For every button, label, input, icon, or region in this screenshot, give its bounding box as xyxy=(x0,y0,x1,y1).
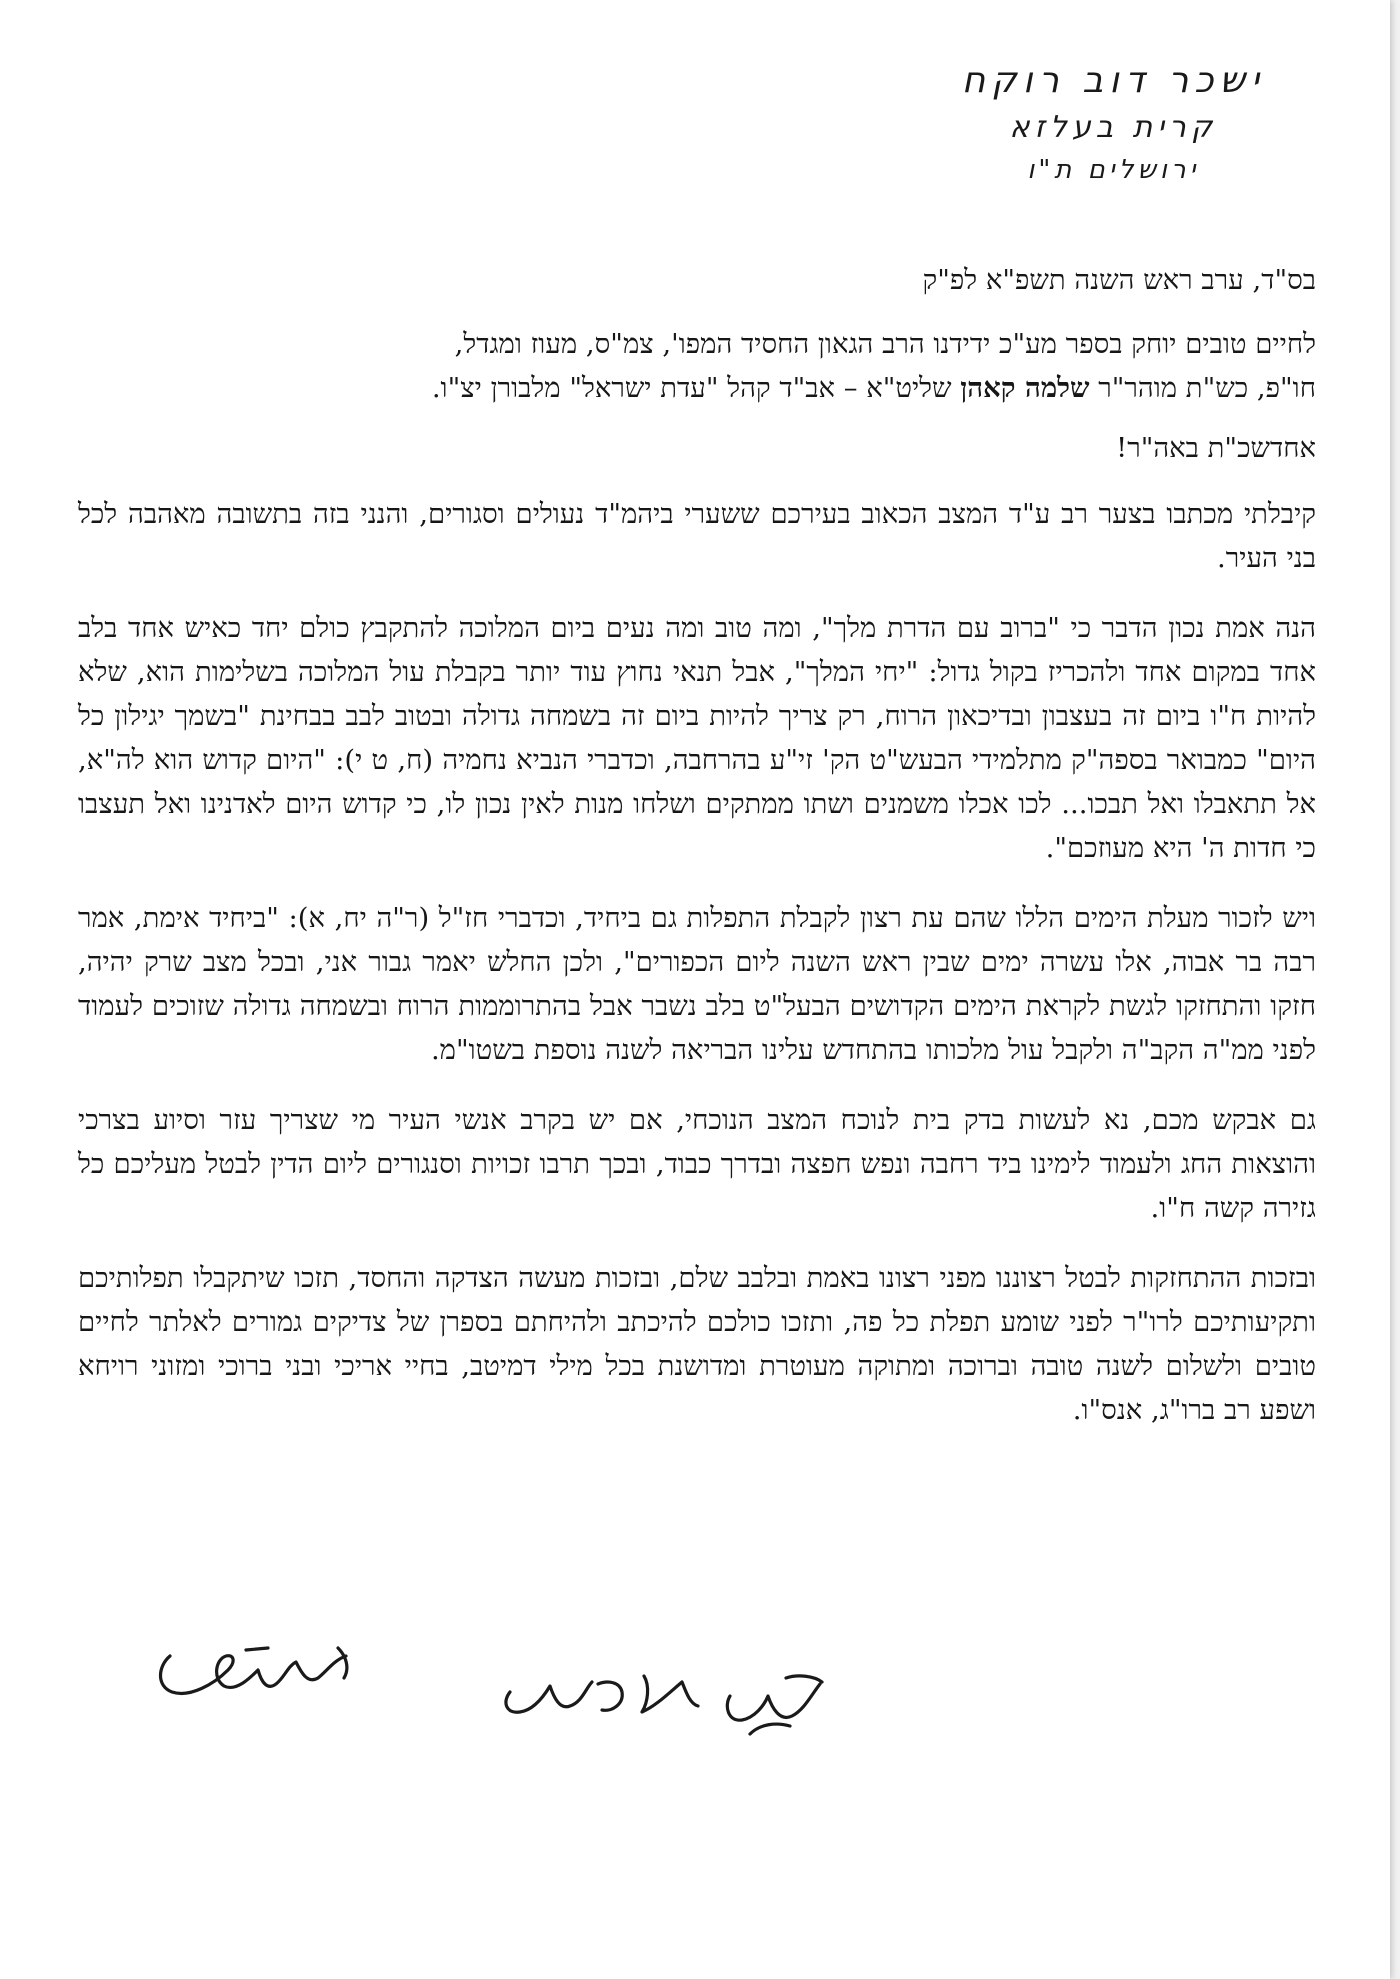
greeting-rest: שליט"א – אב"ד קהל "עדת ישראל" מלבורן יצ"ו. xyxy=(431,372,961,404)
greeting-line-2 xyxy=(78,366,1316,410)
letterhead-city: ירושלים ת"ו xyxy=(1027,155,1200,186)
paragraph-1: קיבלתי מכתבו בצער רב ע"ד המצב הכאוב בעירכם ששערי ביהמ"ד נעולים וסגורים, והנני בזה בתשובה מאהבה לכל בני העיר. xyxy=(78,498,1316,574)
handwritten-signature xyxy=(150,1626,850,1736)
signature-row xyxy=(150,1626,1305,1736)
greeting-title: חו"פ, כש"ת מוהר"ר xyxy=(1089,372,1316,404)
paragraph-4: גם אבקש מכם, נא לעשות בדק בית לנוכח המצב הנוכחי, אם יש בקרב אנשי העיר מי שצריך עזר וסיוע בצרכי והוצאות החג ולעמוד לימינו ביד רחבה ונפש חפצה ובדרך כבוד, ובכך תרבו זכויות וסנגורים ליום הדין לבטל מעליכם כל גזירה קשה ח"ו. xyxy=(78,1104,1316,1224)
letterhead-name: ישכר דוב רוקח xyxy=(961,60,1265,101)
letterhead xyxy=(962,62,1265,185)
greeting-line-1: לחיים טובים יוחק בספר מע"כ ידידנו הרב הגאון החסיד המפו', צמ"ס, מעוז ומגדל, xyxy=(454,328,1316,360)
paragraph-3: ויש לזכור מעלת הימים הללו שהם עת רצון לקבלת התפלות גם ביחיד, וכדברי חז"ל (ר"ה יח, א): "ביחיד אימת, אמר רבה בר אבוה, אלו עשרה ימים שבין ראש השנה ליום הכפורים", ולכן החלש יאמר גבור אני, ובכל מצב שרק יהיה, חזקו והתחזקו לגשת לקראת הימים הקדושים הבעל"ט בלב נשבר אבל בהתרוממות הרוח ובשמחה גדולה שזוכים לעמוד לפני ממ"ה הקב"ה ולקבל עול מלכותו בהתחדש עלינו הבריאה לשנה נוספת בשטו"מ. xyxy=(78,902,1316,1066)
paragraph-2: הנה אמת נכון הדבר כי "ברוב עם הדרת מלך", ומה טוב ומה נעים ביום המלוכה להתקבץ כולם יחד כאיש אחד בלב אחד במקום אחד ולהכריז בקול גדול: "יחי המלך", אבל תנאי נחוץ עוד יותר בקבלת עול המלוכה בשלימות הוא, שלא להיות ח"ו ביום זה בעצבון ובדיכאון הרוח, רק צריך להיות ביום זה בשמחה גדולה ובטוב לבב בבחינת "בשמך יגילון כל היום" כמבואר בספה"ק מתלמידי הבעש"ט הק' זי"ע בהרחבה, וכדברי הנביא נחמיה (ח, ט י): "היום קדוש הוא לה"א, אל תתאבלו ואל תבכו... לכו אכלו משמנים ושתו ממתקים ושלחו מנות לאין נכון לו, כי קדוש היום לאדנינו ואל תעצבו כי חדות ה' היא מעוזכם". xyxy=(78,612,1316,864)
letter-body xyxy=(78,258,1316,1458)
opening-salutation: אחדשכ"ת באה"ר! xyxy=(1116,432,1316,464)
recipient-name: שלמה קאהן xyxy=(960,372,1090,404)
date-line: בס"ד, ערב ראש השנה תשפ"א לפ"ק xyxy=(922,264,1316,296)
greeting-block xyxy=(78,322,1316,410)
paragraph-5: ובזכות ההתחזקות לבטל רצוננו מפני רצונו באמת ובלבב שלם, ובזכות מעשה הצדקה והחסד, תזכו שיתקבלו תפלותיכם ותקיעותיכם לרו"ר לפני שומע תפלת כל פה, ותזכו כולכם להיכתב ולהיחתם בספרן של צדיקים גמורים לאלתר לחיים טובים ולשלום לשנה טובה וברוכה ומתוקה מעוטרת ומדושנת בכל מילי דמיטב, בחיי אריכי ובני ברוכי ומזוני רויחא ושפע רב ברו"ג, אנס"ו. xyxy=(78,1262,1316,1426)
letterhead-place: קרית בעלזא xyxy=(1009,109,1218,145)
